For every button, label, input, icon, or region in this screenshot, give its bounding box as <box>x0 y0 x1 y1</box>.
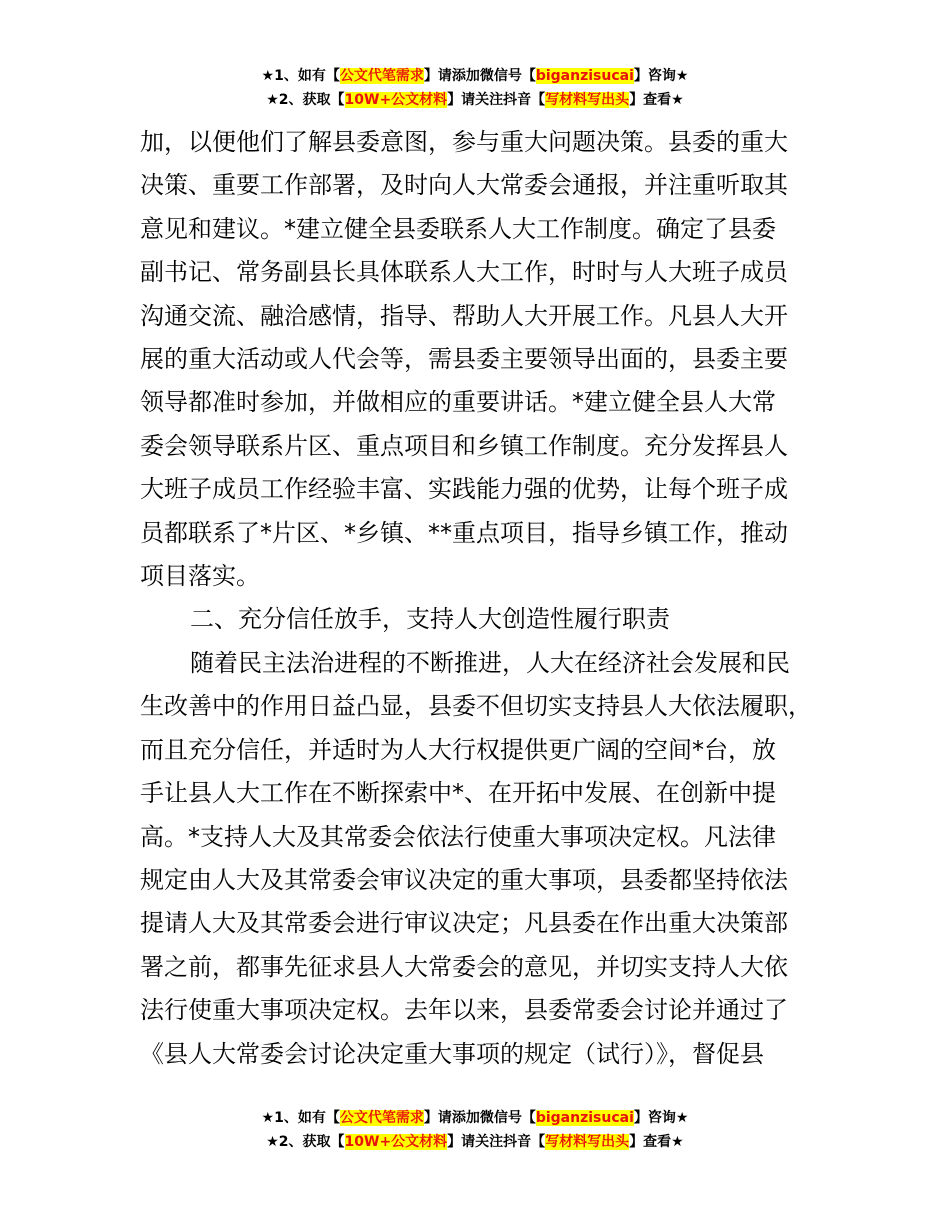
header-banner <box>0 64 950 112</box>
body-line: 手让县人大工作在不断探索中*、在开拓中发展、在创新中提 <box>140 779 776 808</box>
banner-text: 】请关注抖音【 <box>447 92 546 108</box>
banner-highlight: 10W+公文材料 <box>344 92 448 108</box>
banner-text: ★2、获取【 <box>266 92 345 108</box>
banner-highlight: 公文代笔需求 <box>339 1110 424 1126</box>
body-line: 决策、重要工作部署，及时向人大常委会通报，并注重听取其 <box>140 171 788 200</box>
body-line: 委会领导联系片区、重点项目和乡镇工作制度。充分发挥县人 <box>140 431 788 460</box>
banner-text: ★2、获取【 <box>266 1134 345 1150</box>
body-line: 提请人大及其常委会进行审议决定；凡县委在作出重大决策部 <box>140 909 788 938</box>
banner-highlight: 写材料写出头 <box>545 1134 630 1150</box>
body-line: 大班子成员工作经验丰富、实践能力强的优势，让每个班子成 <box>140 475 788 504</box>
body-line: 副书记、常务副县长具体联系人大工作，时时与人大班子成员 <box>140 258 788 287</box>
body-line: 高。*支持人大及其常委会依法行使重大事项决定权。凡法律 <box>140 822 776 851</box>
body-line: 法行使重大事项决定权。去年以来，县委常委会讨论并通过了 <box>140 996 788 1025</box>
banner-text: 】请关注抖音【 <box>447 1134 546 1150</box>
banner-text: 】咨询★ <box>633 68 689 84</box>
body-line: 《县人大常委会讨论决定重大事项的规定（试行）》，督促县 <box>140 1039 764 1068</box>
banner-highlight: biganzisucai <box>535 1110 634 1126</box>
banner-text: 】咨询★ <box>633 1110 689 1126</box>
document-body <box>140 121 830 1076</box>
banner-text: 】请添加微信号【 <box>423 1110 536 1126</box>
body-line: 项目落实。 <box>140 562 260 591</box>
body-line: 规定由人大及其常委会审议决定的重大事项，县委都坚持依法 <box>140 865 788 894</box>
body-line: 署之前，都事先征求县人大常委会的意见，并切实支持人大依 <box>140 952 788 981</box>
body-line: 展的重大活动或人代会等，需县委主要领导出面的，县委主要 <box>140 345 788 374</box>
banner-line-2 <box>0 1130 950 1154</box>
banner-line-2 <box>0 88 950 112</box>
body-line: 加，以便他们了解县委意图，参与重大问题决策。县委的重大 <box>140 128 788 156</box>
section-heading: 二、充分信任放手，支持人大创造性履行职责 <box>190 605 670 634</box>
body-line: 沟通交流、融洽感情，指导、帮助人大开展工作。凡县人大开 <box>140 301 788 330</box>
banner-line-1 <box>0 1106 950 1130</box>
body-line: 而且充分信任，并适时为人大行权提供更广阔的空间*台，放 <box>140 735 776 764</box>
body-line: 随着民主法治进程的不断推进，人大在经济社会发展和民 <box>190 648 790 677</box>
banner-text: ★1、如有【 <box>261 68 340 84</box>
banner-text: 】查看★ <box>629 92 684 108</box>
banner-highlight: 10W+公文材料 <box>344 1134 448 1150</box>
banner-text: 】请添加微信号【 <box>423 68 536 84</box>
body-line: 员都联系了*片区、*乡镇、**重点项目，指导乡镇工作，推动 <box>140 518 788 547</box>
body-line: 领导都准时参加，并做相应的重要讲话。*建立健全县人大常 <box>140 388 776 417</box>
banner-line-1 <box>0 64 950 88</box>
body-line: 意见和建议。*建立健全县委联系人大工作制度。确定了县委 <box>140 214 776 243</box>
banner-highlight: 公文代笔需求 <box>339 68 424 84</box>
body-line: 生改善中的作用日益凸显，县委不但切实支持县人大依法履职， <box>140 692 812 721</box>
banner-text: ★1、如有【 <box>261 1110 340 1126</box>
banner-text: 】查看★ <box>629 1134 684 1150</box>
footer-banner <box>0 1106 950 1154</box>
banner-highlight: 写材料写出头 <box>545 92 630 108</box>
banner-highlight: biganzisucai <box>535 68 634 84</box>
